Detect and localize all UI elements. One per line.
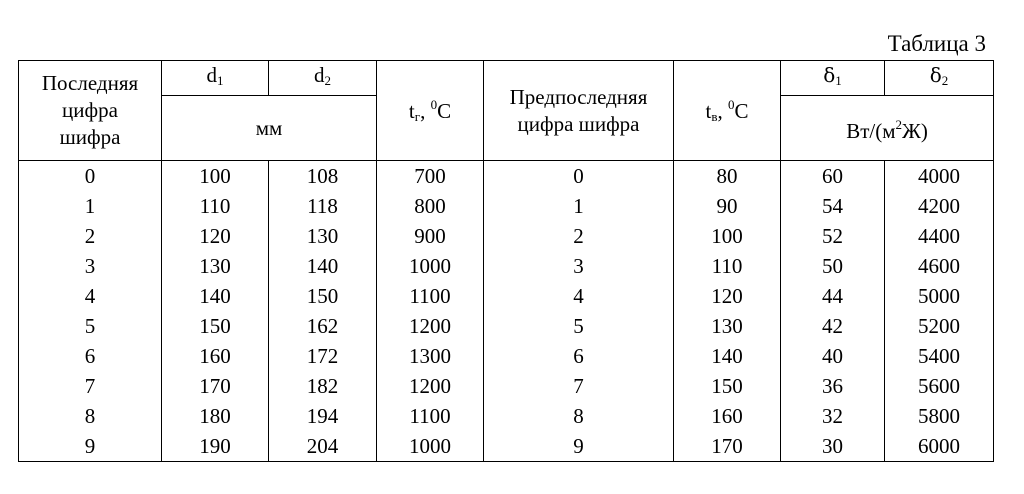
cell-delta2: 5200 [885,311,994,341]
cell-delta2: 6000 [885,431,994,462]
cell-d2: 194 [269,401,377,431]
cell-d1: 170 [162,371,269,401]
cell-delta1: 30 [781,431,885,462]
cell-tg: 700 [377,161,484,192]
table-row [19,191,994,221]
cell-last-digit: 8 [19,401,162,431]
cell-delta2: 4600 [885,251,994,281]
cell-d2: 140 [269,251,377,281]
table-row [19,281,994,311]
cell-d1: 190 [162,431,269,462]
cell-tg: 800 [377,191,484,221]
table-row [19,251,994,281]
header-heat-unit: $Вт/(м^2Ж)$ [781,96,994,161]
cell-penultimate-digit: 4 [484,281,674,311]
cell-delta2: 5000 [885,281,994,311]
cell-penultimate-digit: 6 [484,341,674,371]
cell-d2: 118 [269,191,377,221]
cell-penultimate-digit: 2 [484,221,674,251]
cell-last-digit: 7 [19,371,162,401]
table-header [19,61,994,161]
cell-d1: 130 [162,251,269,281]
cell-tv: 130 [674,311,781,341]
cell-delta1: 54 [781,191,885,221]
cell-d1: 110 [162,191,269,221]
cell-tv: 160 [674,401,781,431]
cell-d1: 160 [162,341,269,371]
cell-d1: 150 [162,311,269,341]
cell-tg: 1300 [377,341,484,371]
cell-tg: 1100 [377,401,484,431]
cell-tg: 900 [377,221,484,251]
cell-last-digit: 9 [19,431,162,462]
table-row [19,161,994,192]
cell-last-digit: 1 [19,191,162,221]
header-penultimate-digit: Предпоследняя цифра шифра [484,61,674,161]
cell-delta1: 60 [781,161,885,192]
cell-tg: 1200 [377,311,484,341]
table-row [19,431,994,462]
cell-delta1: 40 [781,341,885,371]
cell-d2: 108 [269,161,377,192]
table-row [19,341,994,371]
data-table [18,60,994,462]
cell-penultimate-digit: 8 [484,401,674,431]
cell-delta2: 4000 [885,161,994,192]
table-row [19,221,994,251]
cell-d1: 100 [162,161,269,192]
cell-tv: 150 [674,371,781,401]
cell-delta1: 52 [781,221,885,251]
cell-delta2: 5400 [885,341,994,371]
cell-penultimate-digit: 7 [484,371,674,401]
cell-tg: 1000 [377,251,484,281]
cell-tv: 80 [674,161,781,192]
header-d2: $d_2$ [269,61,377,96]
cell-tv: 100 [674,221,781,251]
table-row [19,371,994,401]
cell-d1: 180 [162,401,269,431]
cell-tg: 1200 [377,371,484,401]
cell-last-digit: 0 [19,161,162,192]
cell-penultimate-digit: 0 [484,161,674,192]
table-row [19,401,994,431]
cell-penultimate-digit: 5 [484,311,674,341]
cell-delta1: 32 [781,401,885,431]
cell-d2: 150 [269,281,377,311]
cell-penultimate-digit: 1 [484,191,674,221]
cell-delta1: 42 [781,311,885,341]
cell-tv: 120 [674,281,781,311]
cell-d2: 162 [269,311,377,341]
cell-delta2: 5800 [885,401,994,431]
cell-tg: 1000 [377,431,484,462]
cell-d2: 204 [269,431,377,462]
cell-d2: 182 [269,371,377,401]
cell-last-digit: 6 [19,341,162,371]
header-delta1: $\delta_1$ [781,61,885,96]
cell-delta1: 36 [781,371,885,401]
header-last-digit: Последняя цифра шифра [19,61,162,161]
cell-last-digit: 5 [19,311,162,341]
header-tg: $t_г$, $^0$С [377,61,484,161]
cell-last-digit: 4 [19,281,162,311]
cell-tv: 140 [674,341,781,371]
cell-last-digit: 2 [19,221,162,251]
table-row [19,311,994,341]
cell-penultimate-digit: 3 [484,251,674,281]
cell-delta2: 5600 [885,371,994,401]
header-mm-unit: мм [162,96,377,161]
cell-penultimate-digit: 9 [484,431,674,462]
cell-delta2: 4400 [885,221,994,251]
header-d1: $d_1$ [162,61,269,96]
header-delta2: $\delta_2$ [885,61,994,96]
cell-delta2: 4200 [885,191,994,221]
cell-d1: 140 [162,281,269,311]
cell-d2: 130 [269,221,377,251]
cell-last-digit: 3 [19,251,162,281]
table-body [19,161,994,462]
cell-d1: 120 [162,221,269,251]
cell-delta1: 50 [781,251,885,281]
cell-delta1: 44 [781,281,885,311]
cell-tg: 1100 [377,281,484,311]
cell-tv: 110 [674,251,781,281]
table-caption: Таблица 3 [887,31,986,56]
header-tv: $t_в$, $^0$С [674,61,781,161]
cell-tv: 90 [674,191,781,221]
cell-d2: 172 [269,341,377,371]
cell-tv: 170 [674,431,781,462]
